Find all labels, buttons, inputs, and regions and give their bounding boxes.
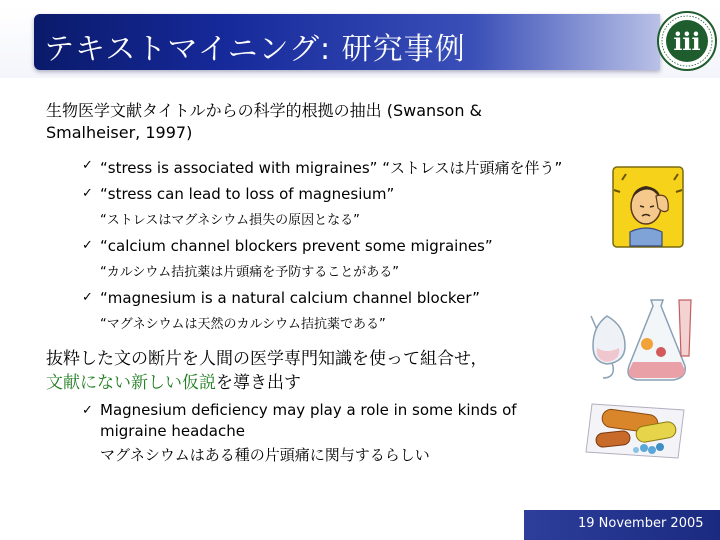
research-heading-line-2: Smalheiser, 1997) (46, 123, 193, 142)
bullet-2-subtext: “ストレスはマグネシウム損失の原因となる” (100, 213, 360, 228)
slide-title: テキストマイニング: 研究事例 (44, 32, 466, 67)
bullet-4-subtext: “マグネシウムは天然のカルシウム拮抗薬である” (100, 317, 386, 332)
result-line-2: migraine headache (100, 422, 245, 440)
research-heading-line-1: 生物医学文献タイトルからの科学的根拠の抽出 (Swanson & (46, 101, 483, 120)
university-seal-logo (656, 10, 718, 72)
footer-date: 19 November 2005 (578, 516, 704, 531)
bullet-2-text: “stress can lead to loss of magnesium” (100, 185, 395, 203)
checkmark-icon: ✓ (82, 290, 93, 305)
svg-text:iii: iii (673, 27, 701, 56)
bullet-3-subtext: “カルシウム拮抗薬は片頭痛を予防することがある” (100, 265, 400, 280)
lab-flasks-clipart (585, 296, 695, 386)
checkmark-icon: ✓ (82, 403, 93, 418)
conclusion-line-2 (46, 368, 301, 393)
conclusion-line-1: 抜粋した文の断片を人間の医学専門知識を使って組合せ， (46, 349, 488, 369)
bullet-3-text: “calcium channel blockers prevent some migraines” (100, 237, 493, 255)
checkmark-icon: ✓ (82, 238, 93, 253)
result-line-1: Magnesium deficiency may play a role in some kinds of (100, 401, 517, 419)
headache-person-clipart (612, 166, 684, 248)
bullet-4-text: “magnesium is a natural calcium channel blocker” (100, 289, 480, 307)
result-line-3: マグネシウムはある種の片頭痛に関与するらしい (100, 446, 430, 464)
bullet-1-text: “stress is associated with migraines” “ストレスは片頭痛を伴う” (100, 159, 563, 177)
pills-clipart (582, 400, 694, 462)
conclusion-line-2-rest: を導き出す (216, 373, 301, 393)
checkmark-icon: ✓ (82, 186, 93, 201)
checkmark-icon: ✓ (82, 158, 93, 173)
new-hypothesis-highlight: 文献にない新しい仮説 (46, 373, 216, 393)
